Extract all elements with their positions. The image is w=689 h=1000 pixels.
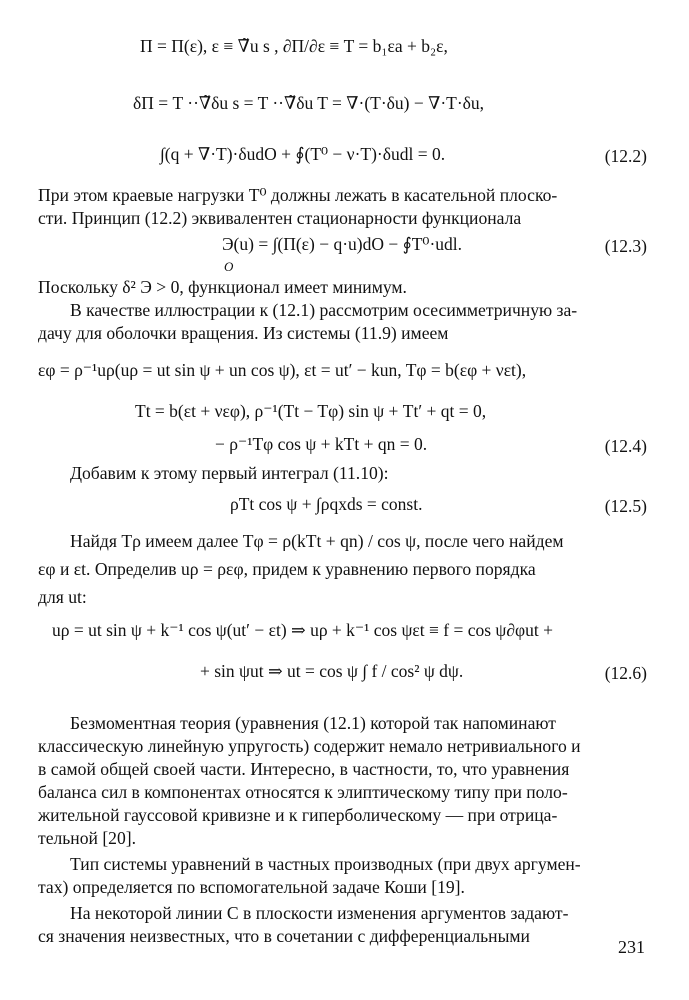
paragraph-line: При этом краевые нагрузки T⁰ должны лежать в касательной плоско- (38, 185, 558, 205)
paragraph-line: Безмоментная теория (уравнения (12.1) которой так напоминают (70, 713, 556, 733)
paragraph-line: в самой общей своей части. Интересно, в частности, то, что уравнения (38, 759, 570, 779)
equation-number-12-3: (12.3) (604, 236, 647, 256)
paragraph-line: В качестве иллюстрации к (12.1) рассмотрим осесимметричную за- (70, 300, 578, 320)
equation-12-3: Э(u) = ∫(Π(ε) − q·u)dO − ∮T⁰·udl. (222, 234, 463, 254)
equation-number-12-6: (12.6) (604, 663, 647, 683)
equation-5: εφ = ρ⁻¹uρ(uρ = ut sin ψ + un cos ψ), εt = ut′ − kun, Tφ = b(εφ + νεt), (38, 360, 527, 380)
paragraph-line: εφ и εt. Определив uρ = ρεφ, придем к уравнению первого порядка (38, 559, 536, 579)
paragraph-line: баланса сил в компонентах относятся к элиптическому типу при поло- (38, 782, 568, 802)
equation-12-5: ρTt cos ψ + ∫ρqxds = const. (230, 494, 423, 514)
paragraph-line: жительной гауссовой кривизне и к гиперболическому — при отрица- (38, 805, 558, 825)
paragraph-line: тельной [20]. (38, 828, 137, 848)
equation-12-4: − ρ⁻¹Tφ cos ψ + kTt + qn = 0. (215, 434, 428, 454)
equation-number-12-2: (12.2) (604, 146, 647, 166)
paragraph-line: Добавим к этому первый интеграл (11.10): (70, 463, 389, 483)
paragraph-line: Тип системы уравнений в частных производных (при двух аргумен- (70, 854, 581, 874)
paragraph-line: дачу для оболочки вращения. Из системы (11.9) имеем (38, 323, 449, 343)
equation-2: δΠ = T ··∇̃δu s = T ··∇̃δu T = ∇·(T·δu) − ∇·T·δu, (133, 93, 485, 113)
integral-subscript: O (224, 259, 234, 274)
equation-1: Π = Π(ε), ε ≡ ∇̃u s , ∂Π/∂ε ≡ T = b₁εa + b₂ε, (140, 36, 448, 56)
equation-12-6: + sin ψut ⇒ ut = cos ψ ∫ f / cos² ψ dψ. (200, 661, 464, 681)
paragraph-line: сти. Принцип (12.2) эквивалентен стационарности функционала (38, 208, 522, 228)
paragraph-line: Поскольку δ² Э > 0, функционал имеет минимум. (38, 277, 407, 297)
page-number: 231 (618, 937, 645, 957)
paragraph-line: для ut: (38, 587, 87, 607)
paragraph-line: На некоторой линии C в плоскости изменения аргументов задают- (70, 903, 569, 923)
equation-12-2: ∫(q + ∇·T)·δudO + ∮(T⁰ − ν·T)·δudl = 0. (160, 144, 446, 164)
paragraph-line: тах) определяется по вспомогательной задаче Коши [19]. (38, 877, 465, 897)
equation-6: Tt = b(εt + νεφ), ρ⁻¹(Tt − Tφ) sin ψ + Tt′ + qt = 0, (135, 401, 487, 421)
equation-number-12-5: (12.5) (604, 496, 647, 516)
equation-9: uρ = ut sin ψ + k⁻¹ cos ψ(ut′ − εt) ⇒ uρ + k⁻¹ cos ψεt ≡ f = cos ψ∂φut + (52, 620, 553, 640)
paragraph-line: Найдя Tρ имеем далее Tφ = ρ(kTt + qn) / cos ψ, после чего найдем (70, 531, 564, 551)
paragraph-line: ся значения неизвестных, что в сочетании с дифференциальными (38, 926, 530, 946)
paragraph-line: классическую линейную упругость) содержит немало нетривиального и (38, 736, 581, 756)
equation-number-12-4: (12.4) (604, 436, 647, 456)
